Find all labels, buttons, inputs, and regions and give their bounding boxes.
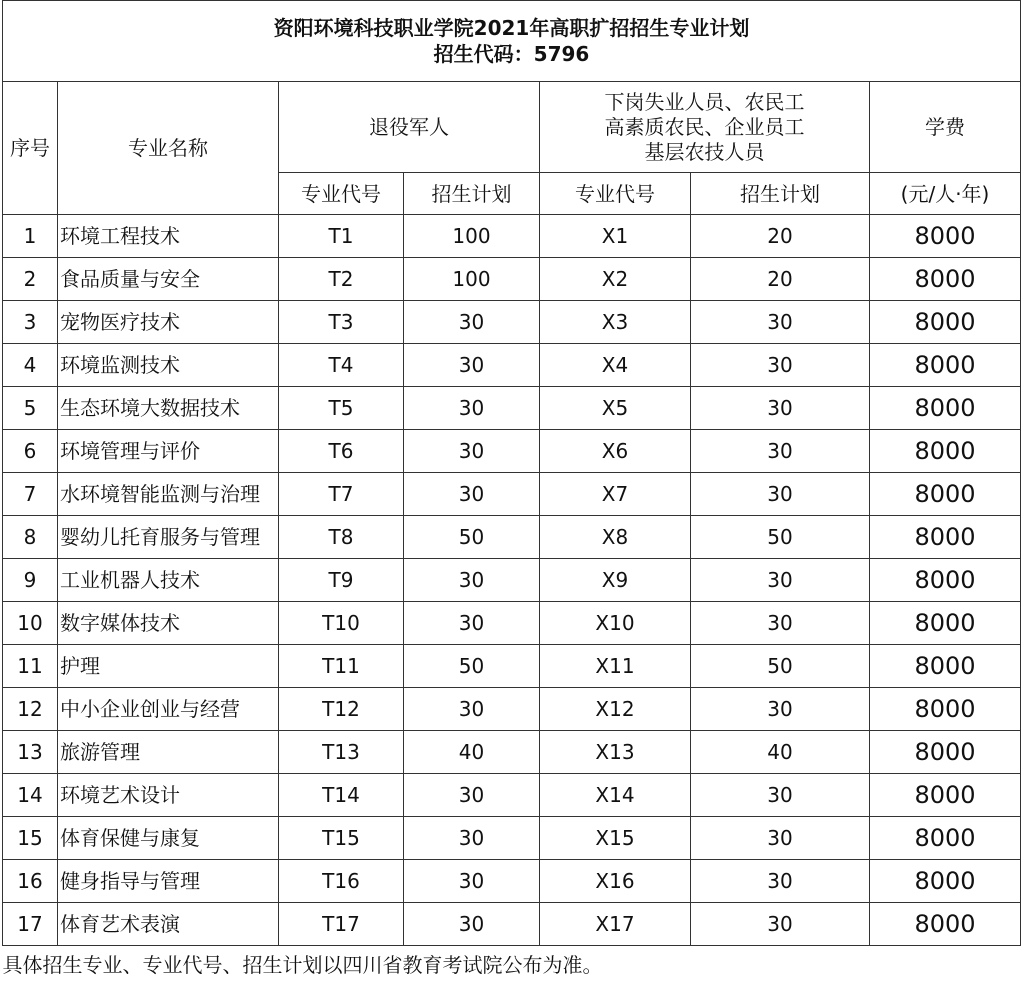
row-seq: 13 — [3, 731, 58, 774]
header-veteran-code: 专业代号 — [279, 173, 404, 215]
row-veteran-code: T14 — [279, 774, 404, 817]
row-worker-code: X9 — [540, 559, 691, 602]
row-seq: 17 — [3, 903, 58, 946]
row-veteran-plan: 30 — [404, 903, 540, 946]
title-line-1: 资阳环境科技职业学院2021年高职扩招招生专业计划 — [273, 16, 750, 40]
row-worker-code: X6 — [540, 430, 691, 473]
row-seq: 16 — [3, 860, 58, 903]
row-fee: 8000 — [870, 688, 1021, 731]
row-fee: 8000 — [870, 215, 1021, 258]
row-veteran-plan: 50 — [404, 516, 540, 559]
row-seq: 12 — [3, 688, 58, 731]
header-seq: 序号 — [3, 82, 58, 215]
row-veteran-plan: 30 — [404, 301, 540, 344]
table-row — [3, 602, 1021, 645]
row-seq: 1 — [3, 215, 58, 258]
row-fee: 8000 — [870, 258, 1021, 301]
header-fee-unit: (元/人·年) — [870, 173, 1021, 215]
row-major-name: 生态环境大数据技术 — [58, 387, 279, 430]
row-major-name: 环境监测技术 — [58, 344, 279, 387]
table-row — [3, 301, 1021, 344]
row-veteran-plan: 40 — [404, 731, 540, 774]
row-worker-plan: 30 — [691, 817, 870, 860]
row-veteran-code: T4 — [279, 344, 404, 387]
table-row — [3, 387, 1021, 430]
row-major-name: 旅游管理 — [58, 731, 279, 774]
header-veteran-plan: 招生计划 — [404, 173, 540, 215]
row-seq: 8 — [3, 516, 58, 559]
row-veteran-code: T15 — [279, 817, 404, 860]
row-fee: 8000 — [870, 817, 1021, 860]
table-row — [3, 559, 1021, 602]
row-worker-plan: 50 — [691, 516, 870, 559]
row-veteran-code: T17 — [279, 903, 404, 946]
row-veteran-code: T11 — [279, 645, 404, 688]
row-veteran-plan: 100 — [404, 215, 540, 258]
row-veteran-plan: 30 — [404, 817, 540, 860]
row-fee: 8000 — [870, 301, 1021, 344]
row-veteran-code: T8 — [279, 516, 404, 559]
row-worker-plan: 30 — [691, 301, 870, 344]
row-worker-plan: 30 — [691, 860, 870, 903]
row-worker-plan: 30 — [691, 559, 870, 602]
row-worker-plan: 30 — [691, 903, 870, 946]
enrollment-plan-table — [2, 0, 1021, 984]
row-veteran-plan: 30 — [404, 473, 540, 516]
table-row — [3, 688, 1021, 731]
header-group-veterans: 退役军人 — [279, 82, 540, 173]
row-major-name: 环境管理与评价 — [58, 430, 279, 473]
row-major-name: 体育艺术表演 — [58, 903, 279, 946]
row-major-name: 婴幼儿托育服务与管理 — [58, 516, 279, 559]
header-group-workers-line-1: 下岗失业人员、农民工 — [604, 89, 805, 114]
header-group-workers-line-2: 高素质农民、企业员工 — [604, 114, 805, 139]
row-seq: 7 — [3, 473, 58, 516]
row-major-name: 食品质量与安全 — [58, 258, 279, 301]
row-fee: 8000 — [870, 645, 1021, 688]
row-worker-code: X12 — [540, 688, 691, 731]
row-veteran-plan: 30 — [404, 387, 540, 430]
row-fee: 8000 — [870, 516, 1021, 559]
row-worker-plan: 20 — [691, 258, 870, 301]
row-worker-code: X14 — [540, 774, 691, 817]
table-row — [3, 516, 1021, 559]
row-veteran-code: T6 — [279, 430, 404, 473]
row-major-name: 护理 — [58, 645, 279, 688]
row-seq: 11 — [3, 645, 58, 688]
table-row — [3, 731, 1021, 774]
row-worker-code: X8 — [540, 516, 691, 559]
table-row — [3, 215, 1021, 258]
row-fee: 8000 — [870, 774, 1021, 817]
table-row — [3, 645, 1021, 688]
table-row — [3, 903, 1021, 946]
row-veteran-code: T2 — [279, 258, 404, 301]
row-veteran-plan: 30 — [404, 860, 540, 903]
row-worker-code: X17 — [540, 903, 691, 946]
row-seq: 4 — [3, 344, 58, 387]
row-major-name: 环境工程技术 — [58, 215, 279, 258]
row-seq: 5 — [3, 387, 58, 430]
row-fee: 8000 — [870, 903, 1021, 946]
row-worker-plan: 50 — [691, 645, 870, 688]
row-veteran-code: T3 — [279, 301, 404, 344]
row-major-name: 中小企业创业与经营 — [58, 688, 279, 731]
row-seq: 9 — [3, 559, 58, 602]
row-seq: 2 — [3, 258, 58, 301]
row-seq: 6 — [3, 430, 58, 473]
header-major: 专业名称 — [58, 82, 279, 215]
header-worker-code: 专业代号 — [540, 173, 691, 215]
row-fee: 8000 — [870, 387, 1021, 430]
row-veteran-plan: 30 — [404, 559, 540, 602]
row-worker-plan: 20 — [691, 215, 870, 258]
row-seq: 3 — [3, 301, 58, 344]
row-worker-code: X7 — [540, 473, 691, 516]
row-worker-plan: 30 — [691, 688, 870, 731]
row-seq: 15 — [3, 817, 58, 860]
row-major-name: 数字媒体技术 — [58, 602, 279, 645]
row-veteran-code: T5 — [279, 387, 404, 430]
row-veteran-code: T9 — [279, 559, 404, 602]
header-worker-plan: 招生计划 — [691, 173, 870, 215]
table-row — [3, 473, 1021, 516]
row-worker-plan: 30 — [691, 430, 870, 473]
row-veteran-code: T13 — [279, 731, 404, 774]
row-worker-code: X16 — [540, 860, 691, 903]
row-veteran-code: T10 — [279, 602, 404, 645]
header-group-workers — [540, 82, 870, 173]
row-worker-plan: 40 — [691, 731, 870, 774]
row-fee: 8000 — [870, 344, 1021, 387]
row-worker-code: X13 — [540, 731, 691, 774]
row-veteran-plan: 30 — [404, 344, 540, 387]
row-major-name: 体育保健与康复 — [58, 817, 279, 860]
row-seq: 10 — [3, 602, 58, 645]
row-veteran-code: T12 — [279, 688, 404, 731]
row-worker-code: X15 — [540, 817, 691, 860]
row-veteran-code: T7 — [279, 473, 404, 516]
table-row — [3, 817, 1021, 860]
row-major-name: 水环境智能监测与治理 — [58, 473, 279, 516]
row-worker-code: X2 — [540, 258, 691, 301]
table-row — [3, 860, 1021, 903]
row-veteran-plan: 30 — [404, 602, 540, 645]
header-fee: 学费 — [870, 82, 1021, 173]
row-worker-code: X1 — [540, 215, 691, 258]
row-veteran-plan: 100 — [404, 258, 540, 301]
table-row — [3, 774, 1021, 817]
row-veteran-plan: 30 — [404, 430, 540, 473]
row-major-name: 环境艺术设计 — [58, 774, 279, 817]
row-worker-plan: 30 — [691, 387, 870, 430]
row-worker-plan: 30 — [691, 473, 870, 516]
row-fee: 8000 — [870, 860, 1021, 903]
row-worker-code: X4 — [540, 344, 691, 387]
row-worker-plan: 30 — [691, 344, 870, 387]
row-worker-code: X5 — [540, 387, 691, 430]
row-worker-code: X3 — [540, 301, 691, 344]
row-veteran-plan: 50 — [404, 645, 540, 688]
row-worker-plan: 30 — [691, 602, 870, 645]
row-fee: 8000 — [870, 731, 1021, 774]
row-worker-plan: 30 — [691, 774, 870, 817]
table-row — [3, 258, 1021, 301]
row-veteran-code: T16 — [279, 860, 404, 903]
table-row — [3, 344, 1021, 387]
row-major-name: 宠物医疗技术 — [58, 301, 279, 344]
row-fee: 8000 — [870, 559, 1021, 602]
row-fee: 8000 — [870, 430, 1021, 473]
table-row — [3, 430, 1021, 473]
table-title — [3, 1, 1021, 82]
row-major-name: 健身指导与管理 — [58, 860, 279, 903]
row-major-name: 工业机器人技术 — [58, 559, 279, 602]
row-seq: 14 — [3, 774, 58, 817]
admission-code-line: 招生代码：5796 — [433, 42, 590, 66]
row-worker-code: X10 — [540, 602, 691, 645]
footnote: 具体招生专业、专业代号、招生计划以四川省教育考试院公布为准。 — [3, 946, 1021, 985]
row-fee: 8000 — [870, 602, 1021, 645]
row-veteran-plan: 30 — [404, 774, 540, 817]
row-veteran-code: T1 — [279, 215, 404, 258]
row-veteran-plan: 30 — [404, 688, 540, 731]
row-fee: 8000 — [870, 473, 1021, 516]
row-worker-code: X11 — [540, 645, 691, 688]
header-group-workers-line-3: 基层农技人员 — [644, 139, 765, 164]
